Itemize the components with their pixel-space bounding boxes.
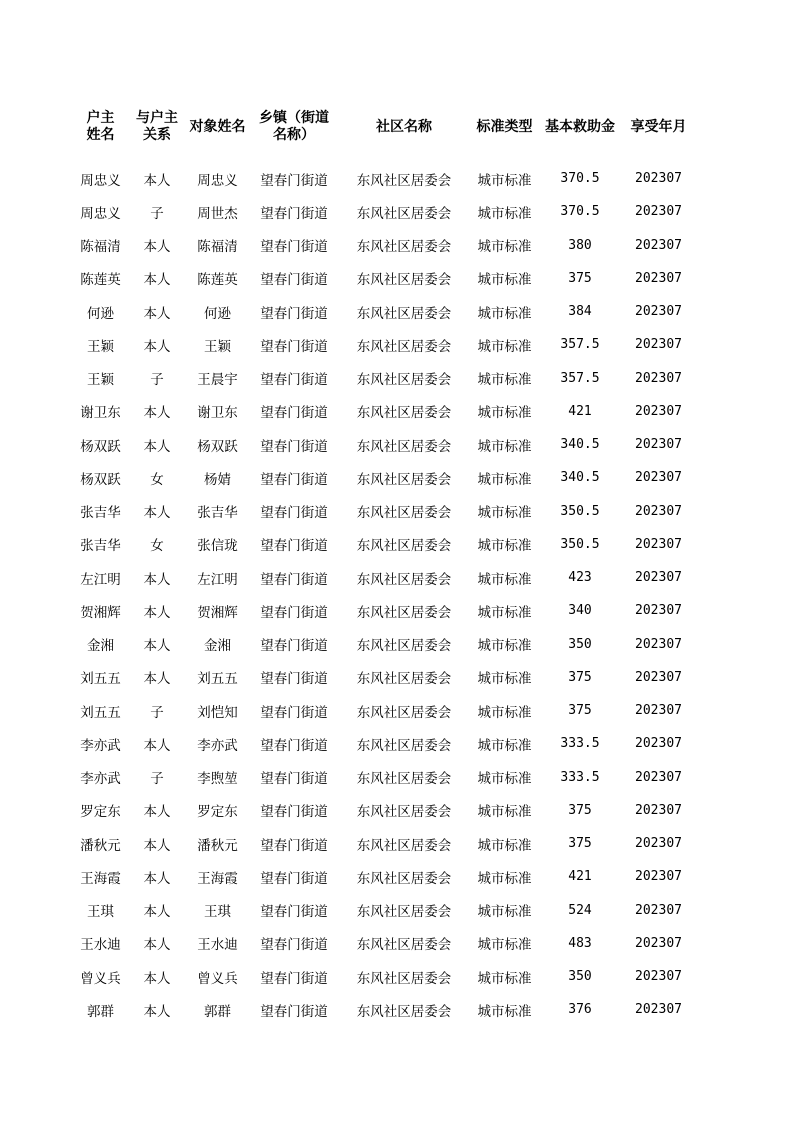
relation-cell: 本人 — [143, 937, 171, 954]
standard-type-cell: 城市标准 — [477, 305, 532, 322]
community-cell: 东风社区居委会 — [356, 338, 452, 355]
relation-cell: 本人 — [143, 272, 171, 289]
table-row — [72, 628, 696, 661]
recipient-name-cell: 左江明 — [197, 571, 238, 588]
relation-cell: 本人 — [143, 505, 171, 522]
relation-cell: 女 — [150, 538, 164, 555]
month-cell: 202307 — [635, 802, 682, 818]
basic-allowance-cell: 340.5 — [560, 470, 600, 486]
community-cell: 东风社区居委会 — [356, 638, 452, 655]
table-row — [72, 694, 696, 727]
recipient-name-cell: 王颖 — [204, 338, 231, 355]
relation-cell: 子 — [150, 704, 164, 721]
basic-allowance-cell: 340.5 — [560, 437, 600, 453]
community-cell: 东风社区居委会 — [356, 372, 452, 389]
table-row — [72, 561, 696, 594]
table-row — [72, 528, 696, 561]
month-cell: 202307 — [635, 969, 682, 985]
community-cell: 东风社区居委会 — [356, 405, 452, 422]
township-cell: 望春门街道 — [260, 837, 328, 854]
relation-cell: 本人 — [143, 837, 171, 854]
month-cell: 202307 — [635, 769, 682, 785]
recipient-name-cell: 谢卫东 — [197, 405, 238, 422]
month-cell: 202307 — [635, 736, 682, 752]
householder-name-cell: 陈莲英 — [80, 272, 121, 289]
township-cell: 望春门街道 — [260, 571, 328, 588]
header-basic-allowance: 基本救助金 — [545, 118, 615, 135]
month-cell: 202307 — [635, 370, 682, 386]
basic-allowance-cell: 350 — [568, 636, 592, 652]
basic-allowance-cell: 357.5 — [560, 337, 600, 353]
householder-name-cell: 曾义兵 — [80, 970, 121, 987]
basic-allowance-cell: 350.5 — [560, 536, 600, 552]
community-cell: 东风社区居委会 — [356, 239, 452, 256]
recipient-name-cell: 王晨宇 — [197, 372, 238, 389]
community-cell: 东风社区居委会 — [356, 804, 452, 821]
table-row — [72, 395, 696, 428]
township-cell: 望春门街道 — [260, 638, 328, 655]
basic-allowance-cell: 524 — [568, 902, 592, 918]
community-cell: 东风社区居委会 — [356, 737, 452, 754]
month-cell: 202307 — [635, 836, 682, 852]
basic-allowance-cell: 423 — [568, 570, 592, 586]
month-cell: 202307 — [635, 869, 682, 885]
householder-name-cell: 何逊 — [87, 305, 114, 322]
header-month: 享受年月 — [630, 118, 687, 135]
standard-type-cell: 城市标准 — [477, 870, 532, 887]
recipient-name-cell: 陈莲英 — [197, 272, 238, 289]
month-cell: 202307 — [635, 703, 682, 719]
basic-allowance-cell: 350.5 — [560, 503, 600, 519]
basic-allowance-cell: 483 — [568, 935, 592, 951]
standard-type-cell: 城市标准 — [477, 438, 532, 455]
township-cell: 望春门街道 — [260, 904, 328, 921]
standard-type-cell: 城市标准 — [477, 704, 532, 721]
township-cell: 望春门街道 — [260, 771, 328, 788]
relation-cell: 本人 — [143, 571, 171, 588]
recipient-name-cell: 曾义兵 — [197, 970, 238, 987]
community-cell: 东风社区居委会 — [356, 671, 452, 688]
householder-name-cell: 刘五五 — [80, 671, 121, 688]
basic-allowance-cell: 375 — [568, 802, 592, 818]
householder-name-cell: 王颖 — [87, 372, 114, 389]
township-cell: 望春门街道 — [260, 272, 328, 289]
township-cell: 望春门街道 — [260, 372, 328, 389]
householder-name-cell: 李亦武 — [80, 737, 121, 754]
township-cell: 望春门街道 — [260, 405, 328, 422]
header-standard-type: 标准类型 — [476, 118, 533, 135]
township-cell: 望春门街道 — [260, 604, 328, 621]
month-cell: 202307 — [635, 304, 682, 320]
township-cell: 望春门街道 — [260, 804, 328, 821]
month-cell: 202307 — [635, 503, 682, 519]
relation-cell: 本人 — [143, 405, 171, 422]
township-cell: 望春门街道 — [260, 1003, 328, 1020]
assistance-table — [72, 104, 696, 1027]
recipient-name-cell: 王琪 — [204, 904, 231, 921]
township-cell: 望春门街道 — [260, 538, 328, 555]
table-body — [72, 154, 696, 1027]
recipient-name-cell: 王水迪 — [197, 937, 238, 954]
recipient-name-cell: 周忠义 — [197, 172, 238, 189]
relation-cell: 本人 — [143, 970, 171, 987]
householder-name-cell: 贺湘辉 — [80, 604, 121, 621]
table-row — [72, 428, 696, 461]
standard-type-cell: 城市标准 — [477, 837, 532, 854]
householder-name-cell: 周忠义 — [80, 205, 121, 222]
relation-cell: 本人 — [143, 305, 171, 322]
month-cell: 202307 — [635, 636, 682, 652]
community-cell: 东风社区居委会 — [356, 172, 452, 189]
community-cell: 东风社区居委会 — [356, 505, 452, 522]
recipient-name-cell: 刘五五 — [197, 671, 238, 688]
householder-name-cell: 左江明 — [80, 571, 121, 588]
recipient-name-cell: 金湘 — [204, 638, 231, 655]
table-row — [72, 661, 696, 694]
standard-type-cell: 城市标准 — [477, 571, 532, 588]
header-township: 乡镇（街道 名称） — [259, 110, 329, 143]
township-cell: 望春门街道 — [260, 704, 328, 721]
township-cell: 望春门街道 — [260, 671, 328, 688]
table-row — [72, 229, 696, 262]
recipient-name-cell: 张吉华 — [197, 505, 238, 522]
table-row — [72, 328, 696, 361]
table-row — [72, 761, 696, 794]
header-recipient-name: 对象姓名 — [189, 118, 246, 135]
householder-name-cell: 杨双跃 — [80, 471, 121, 488]
relation-cell: 本人 — [143, 438, 171, 455]
standard-type-cell: 城市标准 — [477, 471, 532, 488]
standard-type-cell: 城市标准 — [477, 638, 532, 655]
standard-type-cell: 城市标准 — [477, 671, 532, 688]
householder-name-cell: 谢卫东 — [80, 405, 121, 422]
community-cell: 东风社区居委会 — [356, 904, 452, 921]
standard-type-cell: 城市标准 — [477, 970, 532, 987]
basic-allowance-cell: 380 — [568, 237, 592, 253]
month-cell: 202307 — [635, 171, 682, 187]
month-cell: 202307 — [635, 570, 682, 586]
relation-cell: 本人 — [143, 604, 171, 621]
householder-name-cell: 王海霞 — [80, 870, 121, 887]
relation-cell: 本人 — [143, 338, 171, 355]
relation-cell: 本人 — [143, 870, 171, 887]
header-row — [72, 104, 696, 154]
standard-type-cell: 城市标准 — [477, 372, 532, 389]
recipient-name-cell: 李亦武 — [197, 737, 238, 754]
community-cell: 东风社区居委会 — [356, 538, 452, 555]
township-cell: 望春门街道 — [260, 305, 328, 322]
standard-type-cell: 城市标准 — [477, 737, 532, 754]
basic-allowance-cell: 375 — [568, 836, 592, 852]
standard-type-cell: 城市标准 — [477, 272, 532, 289]
township-cell: 望春门街道 — [260, 870, 328, 887]
standard-type-cell: 城市标准 — [477, 338, 532, 355]
table-row — [72, 461, 696, 494]
recipient-name-cell: 李煦堃 — [197, 771, 238, 788]
recipient-name-cell: 陈福清 — [197, 239, 238, 256]
standard-type-cell: 城市标准 — [477, 538, 532, 555]
householder-name-cell: 王水迪 — [80, 937, 121, 954]
householder-name-cell: 张吉华 — [80, 538, 121, 555]
recipient-name-cell: 周世杰 — [197, 205, 238, 222]
township-cell: 望春门街道 — [260, 937, 328, 954]
table-row — [72, 827, 696, 860]
standard-type-cell: 城市标准 — [477, 172, 532, 189]
householder-name-cell: 刘五五 — [80, 704, 121, 721]
month-cell: 202307 — [635, 902, 682, 918]
header-community: 社区名称 — [376, 118, 432, 135]
relation-cell: 子 — [150, 372, 164, 389]
relation-cell: 本人 — [143, 638, 171, 655]
table-row — [72, 993, 696, 1026]
householder-name-cell: 罗定东 — [80, 804, 121, 821]
relation-cell: 子 — [150, 205, 164, 222]
table-row — [72, 262, 696, 295]
recipient-name-cell: 贺湘辉 — [197, 604, 238, 621]
standard-type-cell: 城市标准 — [477, 804, 532, 821]
month-cell: 202307 — [635, 470, 682, 486]
month-cell: 202307 — [635, 403, 682, 419]
householder-name-cell: 陈福清 — [80, 239, 121, 256]
relation-cell: 子 — [150, 771, 164, 788]
community-cell: 东风社区居委会 — [356, 771, 452, 788]
month-cell: 202307 — [635, 237, 682, 253]
table-row — [72, 362, 696, 395]
township-cell: 望春门街道 — [260, 172, 328, 189]
basic-allowance-cell: 384 — [568, 304, 592, 320]
householder-name-cell: 王颖 — [87, 338, 114, 355]
recipient-name-cell: 刘恺知 — [197, 704, 238, 721]
month-cell: 202307 — [635, 669, 682, 685]
relation-cell: 本人 — [143, 804, 171, 821]
standard-type-cell: 城市标准 — [477, 904, 532, 921]
recipient-name-cell: 杨婧 — [204, 471, 231, 488]
community-cell: 东风社区居委会 — [356, 937, 452, 954]
householder-name-cell: 李亦武 — [80, 771, 121, 788]
township-cell: 望春门街道 — [260, 970, 328, 987]
month-cell: 202307 — [635, 536, 682, 552]
recipient-name-cell: 潘秋元 — [197, 837, 238, 854]
community-cell: 东风社区居委会 — [356, 438, 452, 455]
recipient-name-cell: 郭群 — [204, 1003, 231, 1020]
basic-allowance-cell: 350 — [568, 969, 592, 985]
householder-name-cell: 周忠义 — [80, 172, 121, 189]
recipient-name-cell: 杨双跃 — [197, 438, 238, 455]
township-cell: 望春门街道 — [260, 205, 328, 222]
basic-allowance-cell: 421 — [568, 403, 592, 419]
month-cell: 202307 — [635, 204, 682, 220]
month-cell: 202307 — [635, 603, 682, 619]
basic-allowance-cell: 375 — [568, 270, 592, 286]
standard-type-cell: 城市标准 — [477, 604, 532, 621]
table-row — [72, 860, 696, 893]
community-cell: 东风社区居委会 — [356, 704, 452, 721]
table-header — [72, 104, 696, 154]
basic-allowance-cell: 375 — [568, 669, 592, 685]
standard-type-cell: 城市标准 — [477, 405, 532, 422]
householder-name-cell: 郭群 — [87, 1003, 114, 1020]
relation-cell: 女 — [150, 471, 164, 488]
community-cell: 东风社区居委会 — [356, 870, 452, 887]
basic-allowance-cell: 375 — [568, 703, 592, 719]
table-row — [72, 195, 696, 228]
month-cell: 202307 — [635, 337, 682, 353]
recipient-name-cell: 张信珑 — [197, 538, 238, 555]
header-relation: 与户主 关系 — [136, 110, 178, 143]
community-cell: 东风社区居委会 — [356, 837, 452, 854]
community-cell: 东风社区居委会 — [356, 604, 452, 621]
recipient-name-cell: 王海霞 — [197, 870, 238, 887]
basic-allowance-cell: 340 — [568, 603, 592, 619]
householder-name-cell: 王琪 — [87, 904, 114, 921]
month-cell: 202307 — [635, 1002, 682, 1018]
standard-type-cell: 城市标准 — [477, 1003, 532, 1020]
householder-name-cell: 潘秋元 — [80, 837, 121, 854]
table-row — [72, 594, 696, 627]
relation-cell: 本人 — [143, 671, 171, 688]
basic-allowance-cell: 333.5 — [560, 769, 600, 785]
basic-allowance-cell: 421 — [568, 869, 592, 885]
basic-allowance-cell: 333.5 — [560, 736, 600, 752]
community-cell: 东风社区居委会 — [356, 1003, 452, 1020]
township-cell: 望春门街道 — [260, 505, 328, 522]
standard-type-cell: 城市标准 — [477, 771, 532, 788]
relation-cell: 本人 — [143, 1003, 171, 1020]
community-cell: 东风社区居委会 — [356, 205, 452, 222]
recipient-name-cell: 罗定东 — [197, 804, 238, 821]
community-cell: 东风社区居委会 — [356, 970, 452, 987]
relation-cell: 本人 — [143, 737, 171, 754]
basic-allowance-cell: 370.5 — [560, 171, 600, 187]
table-row — [72, 495, 696, 528]
relation-cell: 本人 — [143, 904, 171, 921]
month-cell: 202307 — [635, 270, 682, 286]
township-cell: 望春门街道 — [260, 471, 328, 488]
header-householder-name: 户主 姓名 — [86, 110, 115, 143]
community-cell: 东风社区居委会 — [356, 571, 452, 588]
householder-name-cell: 杨双跃 — [80, 438, 121, 455]
community-cell: 东风社区居委会 — [356, 305, 452, 322]
householder-name-cell: 张吉华 — [80, 505, 121, 522]
basic-allowance-cell: 357.5 — [560, 370, 600, 386]
table-row — [72, 727, 696, 760]
month-cell: 202307 — [635, 935, 682, 951]
standard-type-cell: 城市标准 — [477, 937, 532, 954]
recipient-name-cell: 何逊 — [204, 305, 231, 322]
community-cell: 东风社区居委会 — [356, 272, 452, 289]
table-row — [72, 295, 696, 328]
month-cell: 202307 — [635, 437, 682, 453]
community-cell: 东风社区居委会 — [356, 471, 452, 488]
standard-type-cell: 城市标准 — [477, 205, 532, 222]
relation-cell: 本人 — [143, 172, 171, 189]
relation-cell: 本人 — [143, 239, 171, 256]
householder-name-cell: 金湘 — [87, 638, 114, 655]
township-cell: 望春门街道 — [260, 239, 328, 256]
table-row — [72, 154, 696, 195]
township-cell: 望春门街道 — [260, 338, 328, 355]
basic-allowance-cell: 370.5 — [560, 204, 600, 220]
township-cell: 望春门街道 — [260, 438, 328, 455]
basic-allowance-cell: 376 — [568, 1002, 592, 1018]
table-row — [72, 894, 696, 927]
standard-type-cell: 城市标准 — [477, 239, 532, 256]
table-row — [72, 794, 696, 827]
table-row — [72, 960, 696, 993]
table-row — [72, 927, 696, 960]
township-cell: 望春门街道 — [260, 737, 328, 754]
standard-type-cell: 城市标准 — [477, 505, 532, 522]
